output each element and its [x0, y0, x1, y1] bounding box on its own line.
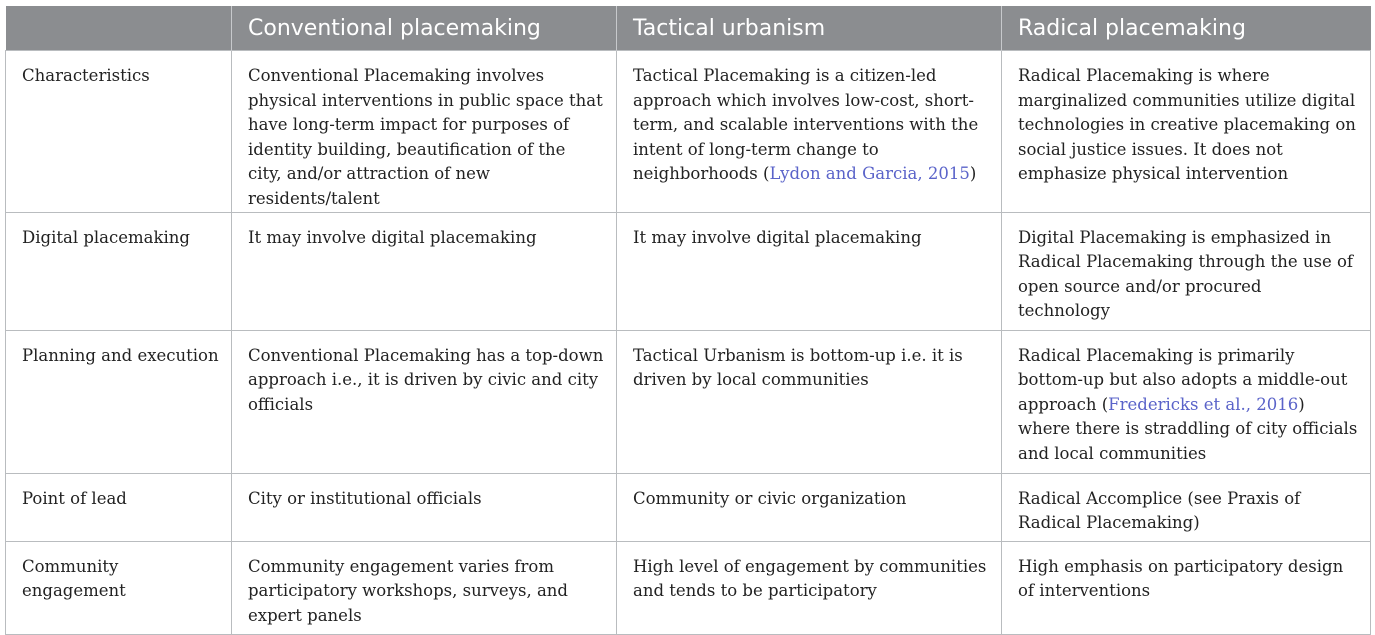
header-conventional-placemaking: Conventional placemaking	[232, 6, 617, 51]
citation-link-lydon-garcia[interactable]: Lydon and Garcia, 2015	[769, 164, 970, 184]
header-radical-placemaking: Radical placemaking	[1002, 6, 1371, 51]
cell-radical-planning	[1002, 330, 1371, 473]
header-row	[6, 6, 1371, 51]
table-row	[6, 473, 1371, 541]
cell-conventional-digital: It may involve digital placemaking	[232, 212, 617, 330]
cell-text: Tactical Placemaking is a citizen-led approach which involves low-cost, short-term, and scalable interventions with the intent of long-term change to neighborhoods (	[633, 66, 979, 184]
cell-conventional-lead: City or institutional officials	[232, 473, 617, 541]
cell-radical-engagement: High emphasis on participatory design of interventions	[1002, 541, 1371, 634]
table-row	[6, 541, 1371, 634]
row-label-characteristics: Characteristics	[6, 51, 232, 213]
cell-conventional-planning: Conventional Placemaking has a top-down approach i.e., it is driven by civic and city officials	[232, 330, 617, 473]
header-tactical-urbanism: Tactical urbanism	[617, 6, 1002, 51]
citation-link-fredericks[interactable]: Fredericks et al., 2016	[1108, 394, 1299, 414]
row-label-digital-placemaking: Digital placemaking	[6, 212, 232, 330]
cell-radical-characteristics: Radical Placemaking is where marginalized communities utilize digital technologies in creative placemaking on social justice issues. It does not emphasize physical intervention	[1002, 51, 1371, 213]
table-row	[6, 330, 1371, 473]
cell-conventional-characteristics: Conventional Placemaking involves physical interventions in public space that have long-term impact for purposes of identity building, beautification of the city, and/or attraction of new residents/talent	[232, 51, 617, 213]
cell-radical-digital: Digital Placemaking is emphasized in Radical Placemaking through the use of open source and/or procured technology	[1002, 212, 1371, 330]
cell-tactical-planning: Tactical Urbanism is bottom-up i.e. it is driven by local communities	[617, 330, 1002, 473]
header-empty-cell	[6, 6, 232, 51]
row-label-community-engagement: Community engagement	[6, 541, 232, 634]
cell-tactical-digital: It may involve digital placemaking	[617, 212, 1002, 330]
table-row	[6, 51, 1371, 213]
cell-conventional-engagement: Community engagement varies from participatory workshops, surveys, and expert panels	[232, 541, 617, 634]
row-label-planning-execution: Planning and execution	[6, 330, 232, 473]
cell-tactical-engagement: High level of engagement by communities and tends to be participatory	[617, 541, 1002, 634]
comparison-table	[5, 6, 1371, 635]
cell-tactical-characteristics	[617, 51, 1002, 213]
row-label-point-of-lead: Point of lead	[6, 473, 232, 541]
cell-text: ) where there is straddling of city officials and local communities	[1018, 394, 1358, 463]
cell-tactical-lead: Community or civic organization	[617, 473, 1002, 541]
cell-text: )	[969, 164, 977, 184]
table-row	[6, 212, 1371, 330]
cell-text: Radical Placemaking is primarily bottom-up but also adopts a middle-out approach (	[1018, 345, 1348, 414]
cell-radical-lead: Radical Accomplice (see Praxis of Radical Placemaking)	[1002, 473, 1371, 541]
